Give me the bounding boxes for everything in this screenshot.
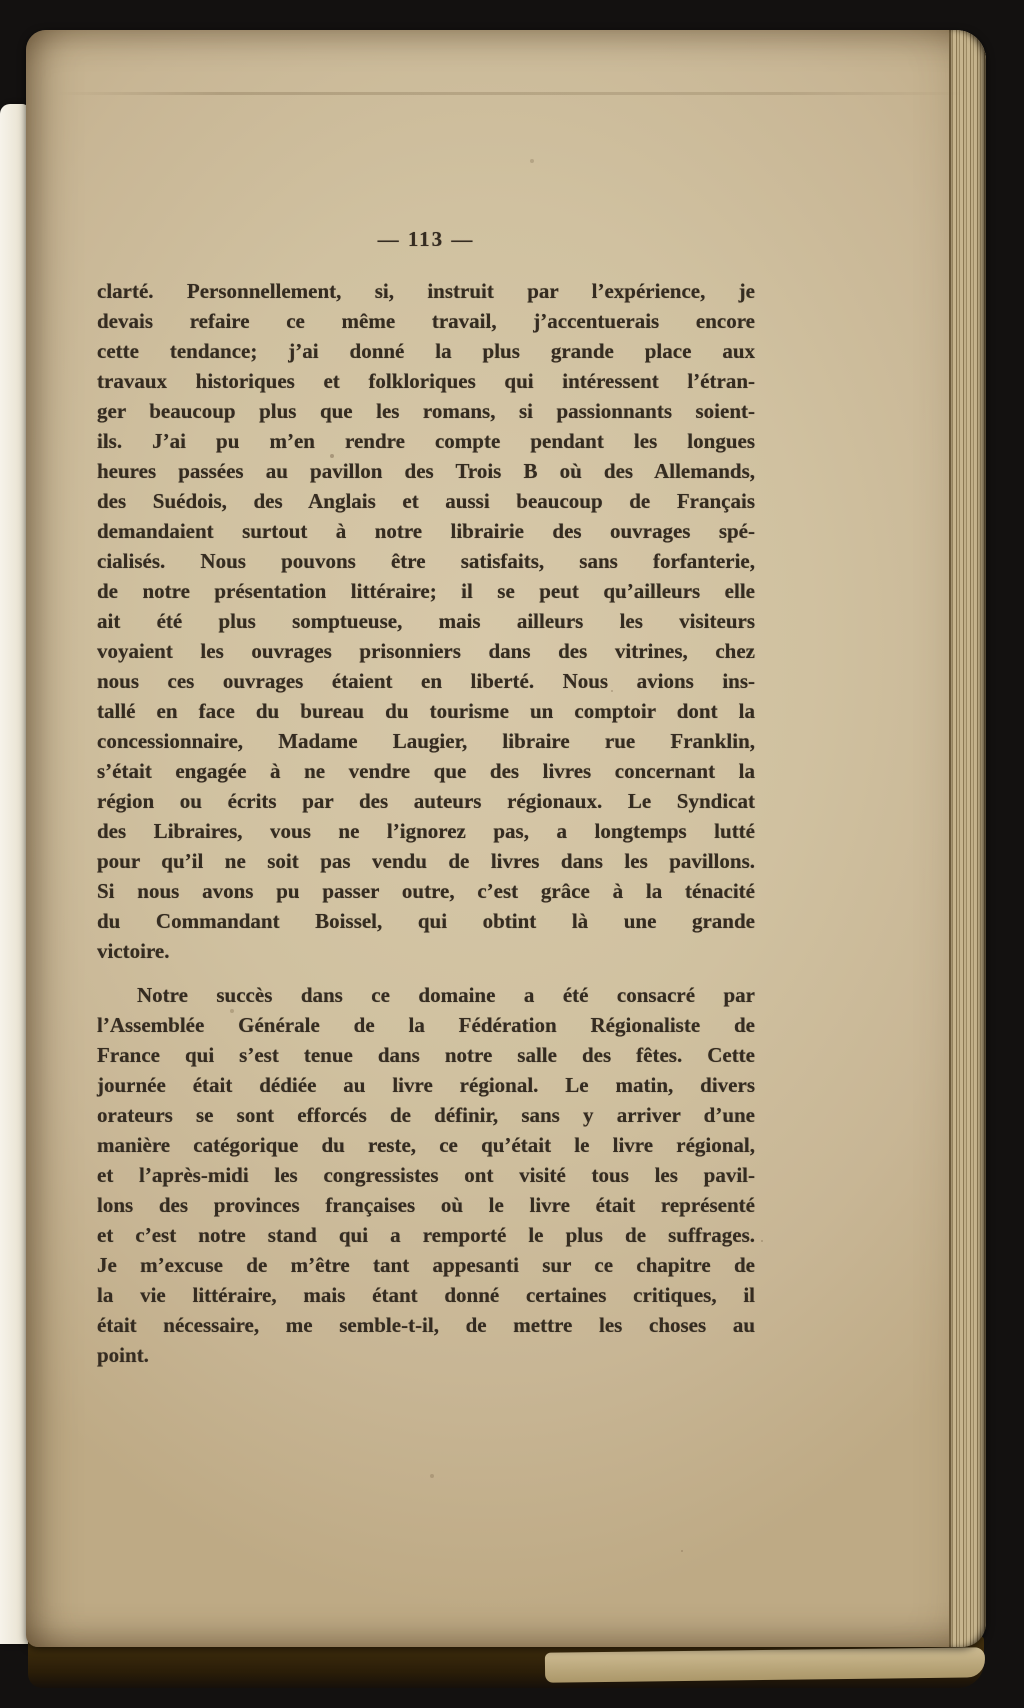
text-line: tallé en face du bureau du tourisme un comptoir dont la — [97, 699, 755, 723]
text-line: Je m’excuse de m’être tant appesanti sur ce chapitre de — [97, 1253, 755, 1277]
text-line: du Commandant Boissel, qui obtint là une grande — [97, 909, 755, 933]
page-number: — 113 — — [377, 227, 475, 251]
text-line: demandaient surtout à notre librairie des ouvrages spé- — [97, 519, 755, 543]
text-line: ait été plus somptueuse, mais ailleurs les visiteurs — [97, 609, 755, 633]
text-line: et l’après-midi les congressistes ont visité tous les pavil- — [97, 1163, 755, 1187]
text-line: devais refaire ce même travail, j’accentuerais encore — [97, 309, 755, 333]
paragraph — [97, 980, 755, 1370]
text-line: France qui s’est tenue dans notre salle des fêtes. Cette — [97, 1043, 755, 1067]
text-line: ger beaucoup plus que les romans, si passionnants soient- — [97, 399, 755, 423]
text-line: heures passées au pavillon des Trois B où des Allemands, — [97, 459, 755, 483]
text-line: victoire. — [97, 939, 170, 963]
text-line: voyaient les ouvrages prisonniers dans des vitrines, chez — [97, 639, 755, 663]
text-line: clarté. Personnellement, si, instruit par l’expérience, je — [97, 279, 755, 303]
text-line: région ou écrits par des auteurs régionaux. Le Syndicat — [97, 789, 755, 813]
text-line: lons des provinces françaises où le livre était représenté — [97, 1193, 755, 1217]
body-text — [97, 276, 755, 1370]
text-line: s’était engagée à ne vendre que des livres concernant la — [97, 759, 755, 783]
page-stack-right-edge — [949, 30, 986, 1647]
text-line: journée était dédiée au livre régional. Le matin, divers — [97, 1073, 755, 1097]
page-text-area — [97, 224, 755, 1384]
text-line: était nécessaire, me semble-t-il, de mettre les choses au — [97, 1313, 755, 1337]
text-line: Si nous avons pu passer outre, c’est grâce à la ténacité — [97, 879, 755, 903]
text-line: cette tendance; j’ai donné la plus grande place aux — [97, 339, 755, 363]
text-line: travaux historiques et folkloriques qui intéressent l’étran- — [97, 369, 755, 393]
book-page — [26, 30, 986, 1647]
text-line: orateurs se sont efforcés de définir, sans y arriver d’une — [97, 1103, 755, 1127]
text-line: pour qu’il ne soit pas vendu de livres dans les pavillons. — [97, 849, 755, 873]
text-line: cialisés. Nous pouvons être satisfaits, sans forfanterie, — [97, 549, 755, 573]
text-line: concessionnaire, Madame Laugier, libraire rue Franklin, — [97, 729, 755, 753]
paragraph — [97, 276, 755, 966]
text-line: la vie littéraire, mais étant donné certaines critiques, il — [97, 1283, 755, 1307]
text-line: de notre présentation littéraire; il se peut qu’ailleurs elle — [97, 579, 755, 603]
text-line: Notre succès dans ce domaine a été consacré par — [137, 983, 755, 1007]
page-curl-crease — [56, 92, 970, 95]
text-line: point. — [97, 1343, 149, 1367]
text-line: nous ces ouvrages étaient en liberté. Nous avions ins- — [97, 669, 755, 693]
text-line: des Suédois, des Anglais et aussi beaucoup de Français — [97, 489, 755, 513]
book-bottom-deckle-edge — [545, 1647, 985, 1682]
paper-speckles — [26, 30, 28, 32]
text-line: des Libraires, vous ne l’ignorez pas, a longtemps lutté — [97, 819, 755, 843]
text-line: et c’est notre stand qui a remporté le plus de suffrages. — [97, 1223, 755, 1247]
text-line: manière catégorique du reste, ce qu’était le livre régional, — [97, 1133, 755, 1157]
text-line: ils. J’ai pu m’en rendre compte pendant les longues — [97, 429, 755, 453]
text-line: l’Assemblée Générale de la Fédération Régionaliste de — [97, 1013, 755, 1037]
